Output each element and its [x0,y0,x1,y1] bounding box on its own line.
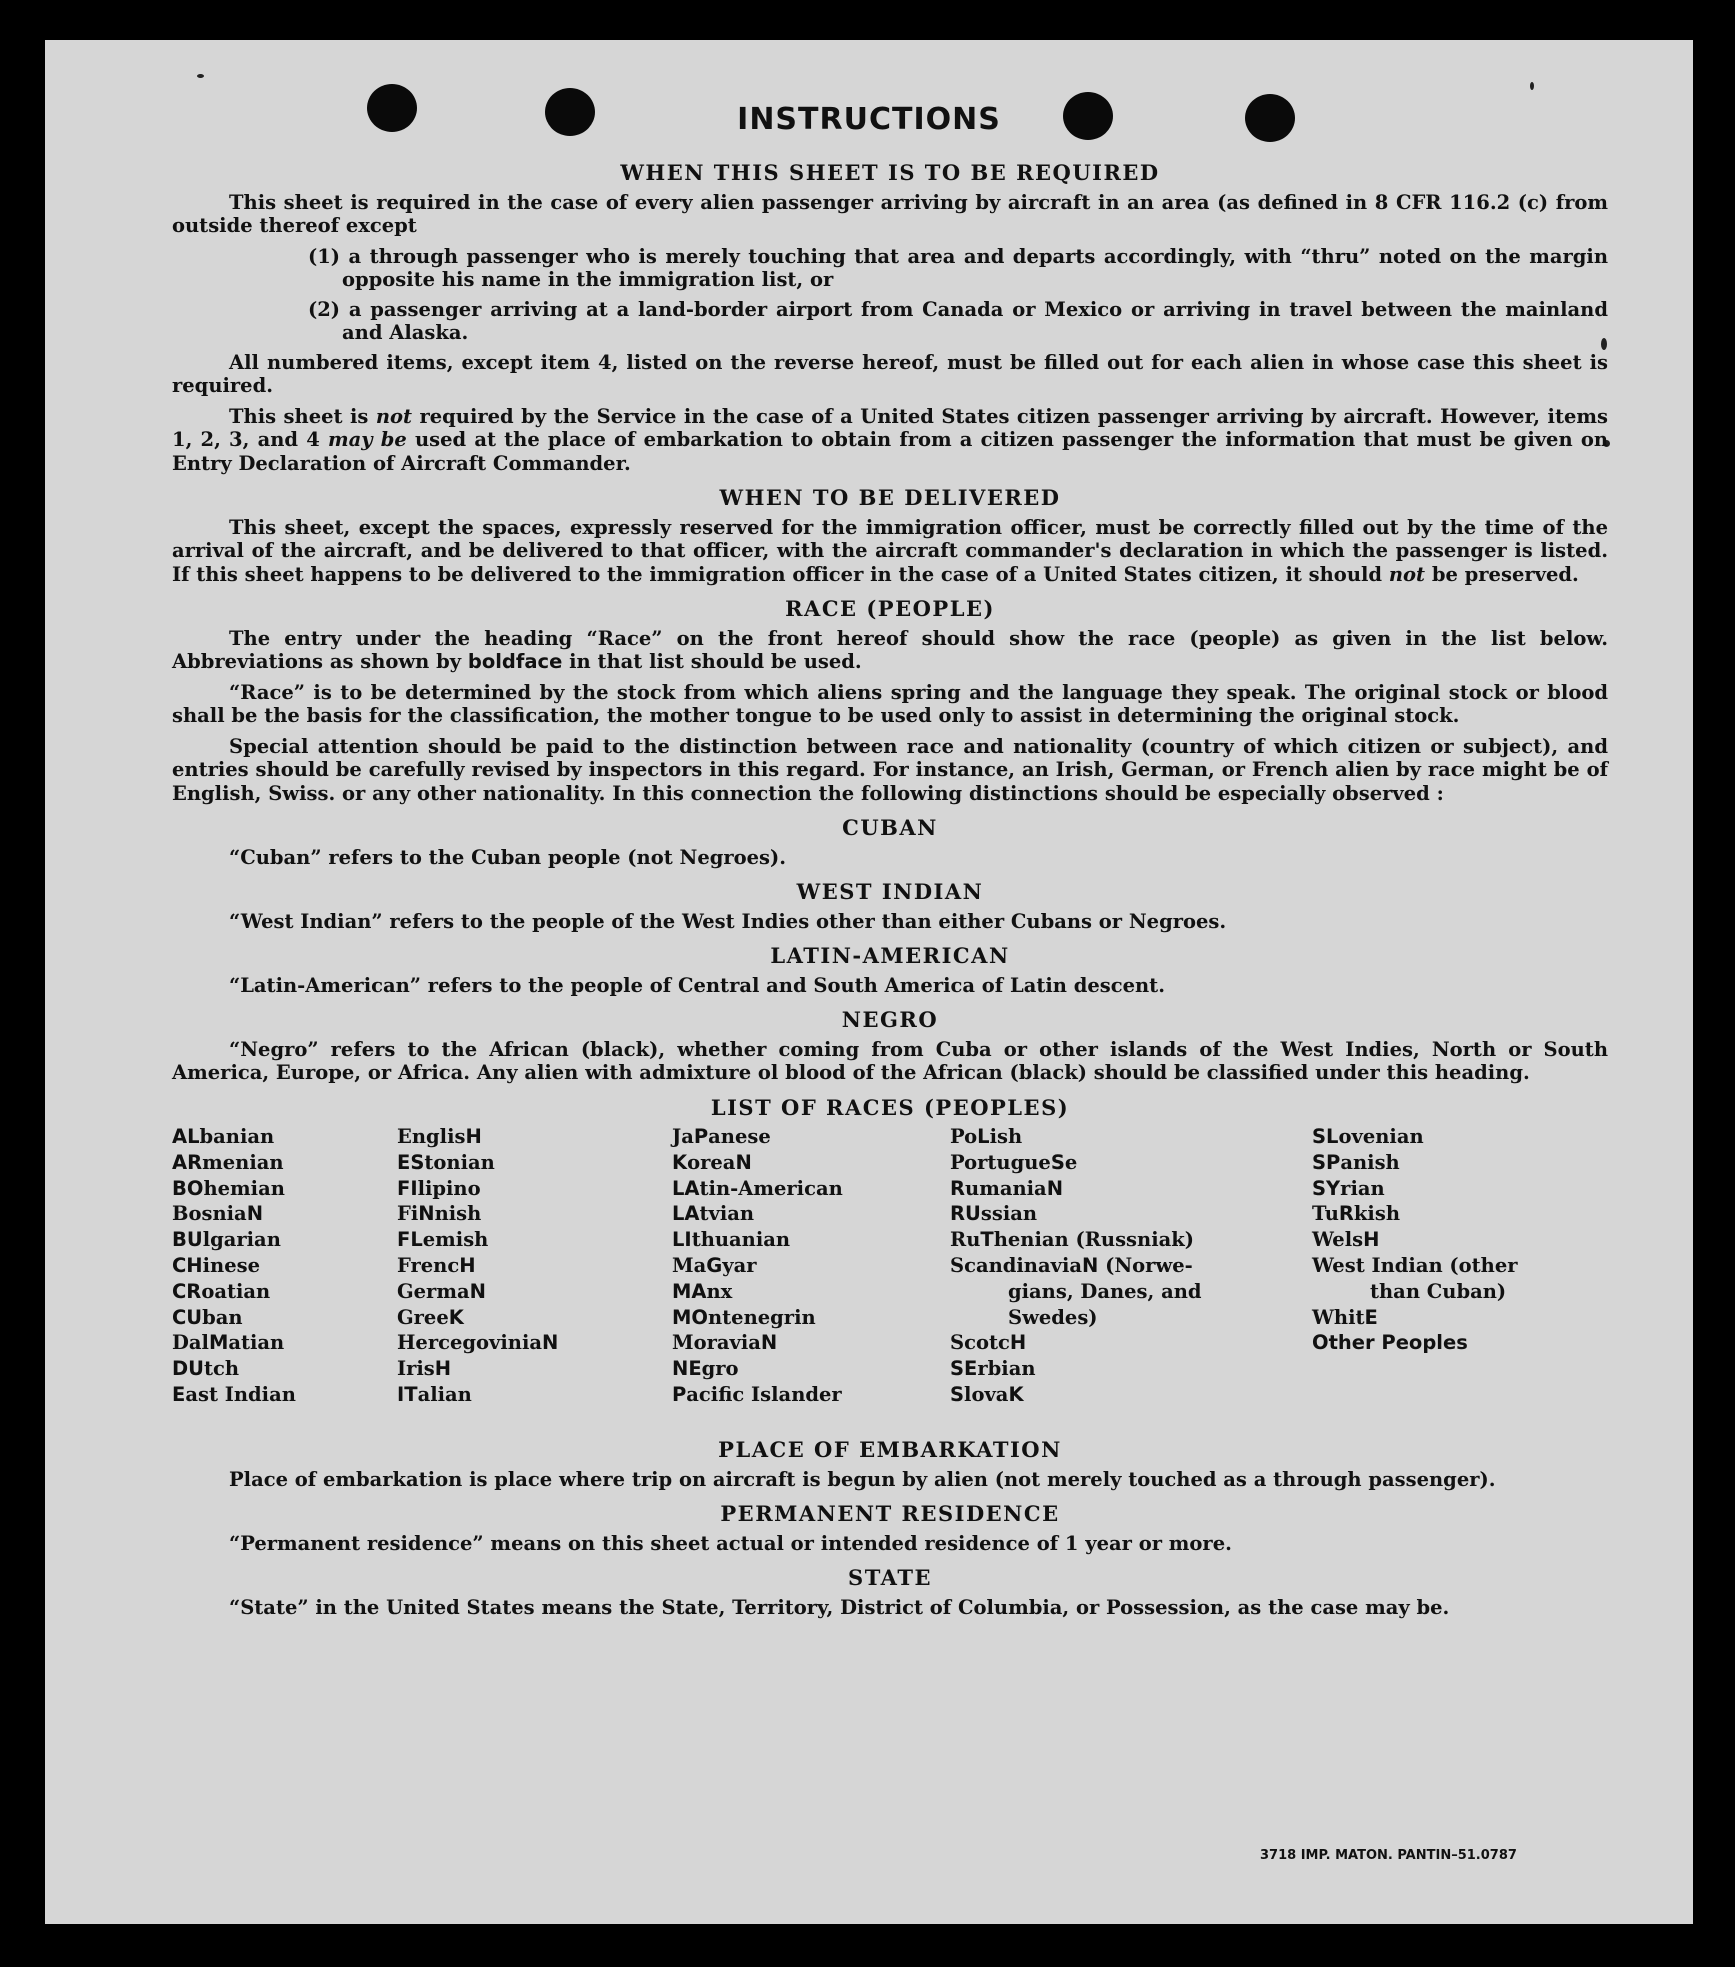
race-column [1312,1125,1599,1357]
race-list [172,1125,1608,1427]
race-column [950,1125,1202,1409]
document-sheet [45,40,1693,1924]
paragraph: This sheet is required in the case of every alien passenger arriving by aircraft in an area (as defined in 8 CFR 116.2 (c) from outside thereof except [172,190,1608,237]
race-item: SlovaK [950,1382,1024,1406]
race-item: EStonian [397,1150,495,1174]
race-item: HercegoviniaN [397,1331,559,1355]
race-item: DUtch [172,1357,240,1381]
race-item: MAnx [672,1279,733,1303]
heading-list-of-races: LIST OF RACES (PEOPLES) [710,1094,1070,1120]
race-item: FLemish [397,1228,489,1252]
race-item: East Indian [172,1382,296,1406]
heading-latin-american: LATIN-AMERICAN [770,943,1010,968]
definition-text: “Latin-American” refers to the people of Central and South America of Latin descent. [229,973,1165,997]
race-item: Other Peoples [1312,1331,1468,1355]
instructions-body [172,150,1608,1625]
race-item: KoreaN [672,1150,752,1174]
definition-text: Place of embarkation is place where trip on aircraft is begun by alien (not merely touched as a through passenger). [229,1467,1496,1491]
race-item: Pacific Islander [672,1382,842,1406]
race-item: LAtvian [672,1202,755,1226]
printer-imprint: 3718 IMP. MATON. PANTIN–51.0787 [1260,1848,1517,1863]
race-item: JaPanese [672,1125,771,1148]
race-item: GermaN [397,1279,486,1303]
race-item: RumaniaN [950,1176,1064,1200]
race-item: than Cuban) [1370,1279,1507,1303]
race-item: EnglisH [397,1125,482,1148]
race-item: ScotcH [950,1331,1027,1355]
race-item: TuRkish [1312,1202,1400,1226]
race-column [397,1125,558,1409]
exception-item: (1) a through passenger who is merely touching that area and departs accordingly, with “thru” noted on the margin opposite his name in the immigration list, or [308,244,1608,291]
heading-embarkation: PLACE OF EMBARKATION [718,1437,1062,1462]
race-item: FrencH [397,1253,476,1277]
race-item: SLovenian [1312,1125,1424,1148]
race-item: gians, Danes, and [1008,1279,1202,1303]
definition-text: “Permanent residence” means on this sheet actual or intended residence of 1 year or more. [229,1531,1232,1555]
heading-race: RACE (PEOPLE) [785,596,995,621]
race-item: RuThenian (Russniak) [950,1228,1194,1252]
race-item: MOntenegrin [672,1305,816,1329]
race-item: NEgro [672,1357,739,1381]
race-item: SPanish [1312,1150,1400,1174]
heading-residence: PERMANENT RESIDENCE [720,1501,1060,1526]
race-item: DalMatian [172,1331,285,1355]
race-item: PortugueSe [950,1150,1078,1174]
exception-item: (2) a passenger arriving at a land-border airport from Canada or Mexico or arriving in travel between the mainland and Alaska. [308,297,1608,344]
race-item: WelsH [1312,1228,1380,1252]
race-item: BOhemian [172,1176,285,1200]
heading-delivered: WHEN TO BE DELIVERED [719,485,1061,510]
definition-text: “Negro” refers to the African (black), whether coming from Cuba or other islands of the West Indies, North or South America, Europe, or Africa. Any alien with admixture ol blood of the African (black) should be classified under this heading. [172,1037,1608,1084]
race-item: CHinese [172,1253,261,1277]
race-item: Swedes) [1008,1305,1098,1329]
race-item: MoraviaN [672,1331,778,1355]
ink-speck [1530,82,1534,90]
race-item: ARmenian [172,1150,284,1174]
page-title: INSTRUCTIONS [737,102,1001,137]
definition-text: “West Indian” refers to the people of the West Indies other than either Cubans or Negroes. [229,909,1227,933]
definition-text: “Cuban” refers to the Cuban people (not Negroes). [229,845,787,869]
ink-speck [197,74,204,78]
race-item: ScandinaviaN (Norwe- [950,1253,1193,1277]
race-item: LIthuanian [672,1228,791,1252]
heading-cuban: CUBAN [842,815,938,840]
race-column [172,1125,296,1409]
heading-negro: NEGRO [841,1007,939,1032]
race-item: CUban [172,1305,243,1329]
heading-west-indian: WEST INDIAN [796,879,984,904]
paragraph: This sheet, except the spaces, expressly reserved for the immigration officer, must be correctly filled out by the time of the arrival of the aircraft, and be delivered to that officer, with the aircraft commander's declaration in which the passenger is listed. If this sheet happens to be delivered to the immigration officer in the case of a United States citizen, it should not be preserved. [172,515,1608,586]
race-item: RUssian [950,1202,1038,1226]
race-item: PoLish [950,1125,1023,1148]
race-item: SYrian [1312,1176,1385,1200]
race-item: FiNnish [397,1202,482,1226]
race-item: MaGyar [672,1253,757,1277]
paragraph: The entry under the heading “Race” on the front hereof should show the race (people) as given in the list below. Abbreviations as shown by boldface in that list should be used. [172,626,1608,673]
paragraph: All numbered items, except item 4, listed on the reverse hereof, must be filled out for each alien in whose case this sheet is required. [172,350,1608,397]
race-item: ALbanian [172,1125,275,1148]
paragraph: This sheet is not required by the Service in the case of a United States citizen passenger arriving by aircraft. However, items 1, 2, 3, and 4 may be used at the place of embarkation to obtain from a citizen passenger the information that must be given on Entry Declaration of Aircraft Commander. [172,404,1608,475]
paragraph: “Race” is to be determined by the stock from which aliens spring and the language they speak. The original stock or blood shall be the basis for the classification, the mother tongue to be used only to assist in determining the original stock. [172,680,1608,727]
heading-state: STATE [848,1565,932,1590]
race-item: WhitE [1312,1305,1378,1329]
heading-required: WHEN THIS SHEET IS TO BE REQUIRED [620,160,1160,185]
race-item: ITalian [397,1382,472,1406]
race-item: CRoatian [172,1279,271,1303]
race-item: BosniaN [172,1202,264,1226]
race-item: SErbian [950,1357,1036,1381]
race-item: West Indian (other [1312,1253,1518,1277]
race-item: LAtin-American [672,1176,843,1200]
definition-text: “State” in the United States means the State, Territory, District of Columbia, or Possession, as the case may be. [229,1595,1450,1619]
race-item: BUlgarian [172,1228,281,1252]
race-column [672,1125,843,1409]
race-item: FIlipino [397,1176,481,1200]
paragraph: Special attention should be paid to the distinction between race and nationality (country of which citizen or subject), and entries should be carefully revised by inspectors in this regard. For instance, an Irish, German, or French alien by race might be of English, Swiss. or any other nationality. In this connection the following distinctions should be especially observed : [172,734,1608,805]
race-item: GreeK [397,1305,464,1329]
race-item: IrisH [397,1357,452,1381]
